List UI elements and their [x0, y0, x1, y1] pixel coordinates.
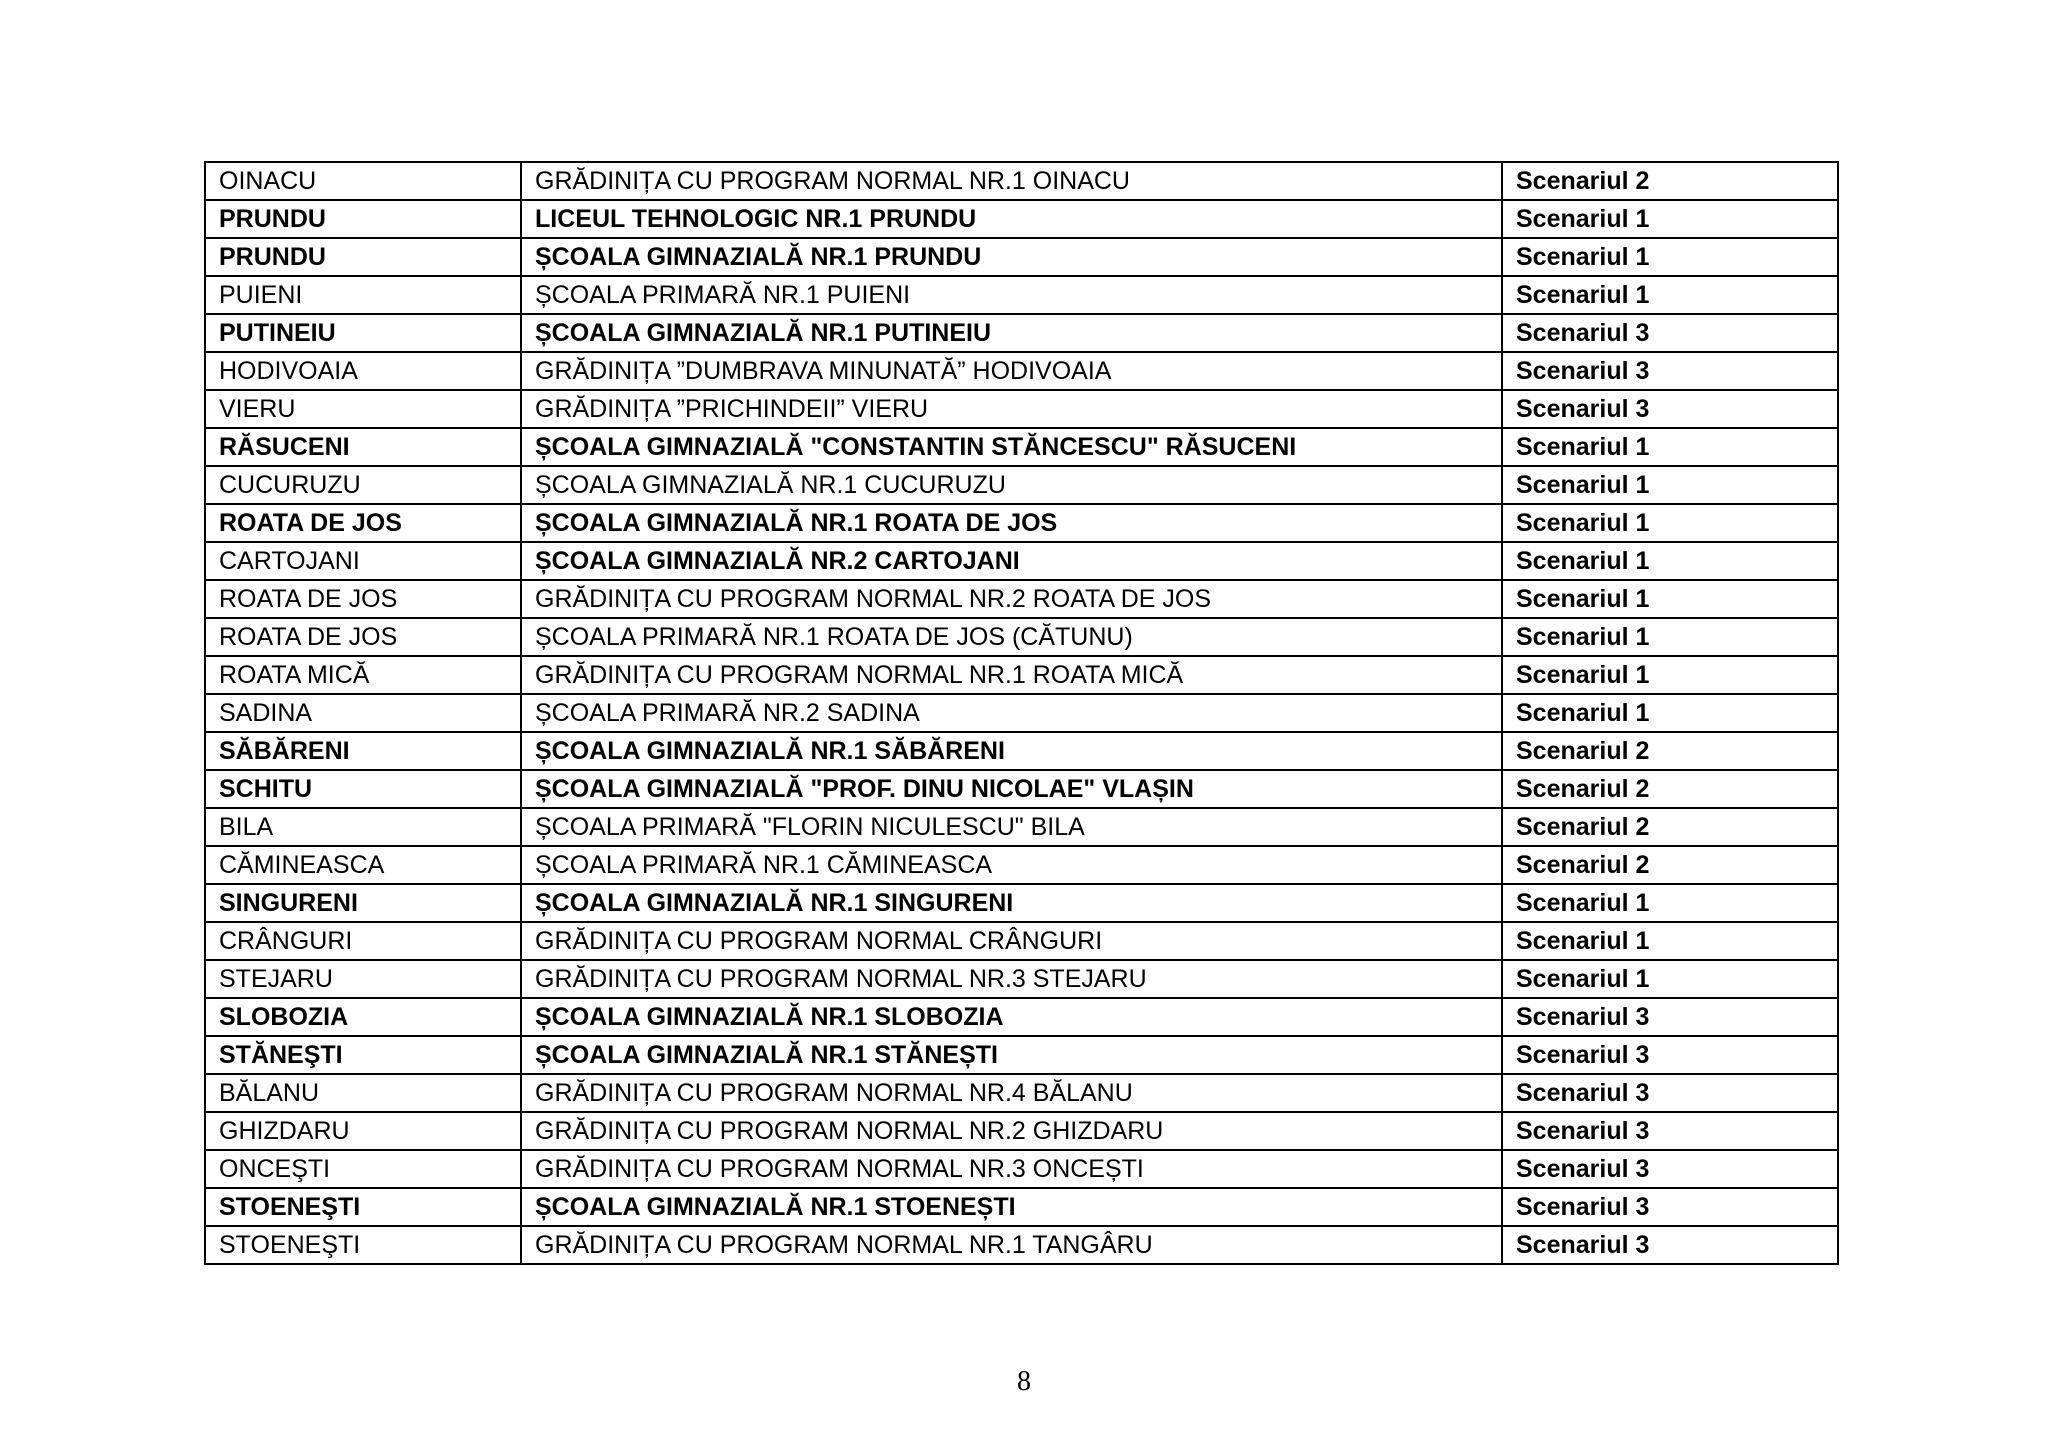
institution-cell: GRĂDINIȚA CU PROGRAM NORMAL NR.1 OINACU — [521, 162, 1502, 200]
table-row — [205, 504, 1838, 542]
institution-cell: ȘCOALA GIMNAZIALĂ "CONSTANTIN STĂNCESCU" RĂSUCENI — [521, 428, 1502, 466]
scenario-cell: Scenariul 1 — [1502, 960, 1838, 998]
table-row — [205, 466, 1838, 504]
institution-cell: ȘCOALA GIMNAZIALĂ NR.1 SLOBOZIA — [521, 998, 1502, 1036]
table-row — [205, 314, 1838, 352]
scenario-cell: Scenariul 1 — [1502, 884, 1838, 922]
table-row — [205, 922, 1838, 960]
table-row — [205, 884, 1838, 922]
institution-cell: GRĂDINIȚA CU PROGRAM NORMAL NR.4 BĂLANU — [521, 1074, 1502, 1112]
scenario-cell: Scenariul 3 — [1502, 1150, 1838, 1188]
table-row — [205, 1074, 1838, 1112]
locality-cell: SCHITU — [205, 770, 521, 808]
scenario-cell: Scenariul 1 — [1502, 466, 1838, 504]
scenario-cell: Scenariul 2 — [1502, 770, 1838, 808]
locality-cell: SINGURENI — [205, 884, 521, 922]
institution-cell: ȘCOALA GIMNAZIALĂ NR.1 PUTINEIU — [521, 314, 1502, 352]
table-row — [205, 200, 1838, 238]
locality-cell: ROATA DE JOS — [205, 504, 521, 542]
scenario-cell: Scenariul 1 — [1502, 542, 1838, 580]
table-row — [205, 732, 1838, 770]
scenario-cell: Scenariul 1 — [1502, 504, 1838, 542]
institution-cell: ȘCOALA PRIMARĂ "FLORIN NICULESCU" BILA — [521, 808, 1502, 846]
locality-cell: HODIVOAIA — [205, 352, 521, 390]
locality-cell: STĂNEŞTI — [205, 1036, 521, 1074]
locality-cell: OINACU — [205, 162, 521, 200]
table-row — [205, 1150, 1838, 1188]
scenario-cell: Scenariul 2 — [1502, 162, 1838, 200]
locality-cell: SADINA — [205, 694, 521, 732]
institution-cell: ȘCOALA GIMNAZIALĂ NR.1 PRUNDU — [521, 238, 1502, 276]
scenario-cell: Scenariul 3 — [1502, 1188, 1838, 1226]
institution-cell: GRĂDINIȚA ”DUMBRAVA MINUNATĂ” HODIVOAIA — [521, 352, 1502, 390]
scenario-cell: Scenariul 2 — [1502, 732, 1838, 770]
locality-cell: CĂMINEASCA — [205, 846, 521, 884]
scenario-cell: Scenariul 3 — [1502, 998, 1838, 1036]
locality-cell: BĂLANU — [205, 1074, 521, 1112]
institution-cell: ȘCOALA PRIMARĂ NR.1 ROATA DE JOS (CĂTUNU) — [521, 618, 1502, 656]
locality-cell: RĂSUCENI — [205, 428, 521, 466]
institution-cell: GRĂDINIȚA CU PROGRAM NORMAL NR.3 STEJARU — [521, 960, 1502, 998]
table-body — [205, 162, 1838, 1264]
table-row — [205, 1036, 1838, 1074]
institution-cell: GRĂDINIȚA CU PROGRAM NORMAL NR.3 ONCEȘTI — [521, 1150, 1502, 1188]
table-row — [205, 390, 1838, 428]
table-row — [205, 960, 1838, 998]
scenario-cell: Scenariul 1 — [1502, 922, 1838, 960]
table-row — [205, 1226, 1838, 1264]
scenario-cell: Scenariul 3 — [1502, 1074, 1838, 1112]
institution-cell: GRĂDINIȚA CU PROGRAM NORMAL NR.2 ROATA DE JOS — [521, 580, 1502, 618]
scenario-cell: Scenariul 1 — [1502, 238, 1838, 276]
institution-cell: ȘCOALA GIMNAZIALĂ "PROF. DINU NICOLAE" VLAȘIN — [521, 770, 1502, 808]
table-row — [205, 808, 1838, 846]
locality-cell: CRÂNGURI — [205, 922, 521, 960]
institution-cell: ȘCOALA GIMNAZIALĂ NR.1 CUCURUZU — [521, 466, 1502, 504]
table-row — [205, 238, 1838, 276]
institution-cell: ȘCOALA GIMNAZIALĂ NR.1 STOENEȘTI — [521, 1188, 1502, 1226]
locality-cell: SLOBOZIA — [205, 998, 521, 1036]
scenario-cell: Scenariul 1 — [1502, 580, 1838, 618]
locality-cell: GHIZDARU — [205, 1112, 521, 1150]
scenario-cell: Scenariul 1 — [1502, 428, 1838, 466]
scenario-cell: Scenariul 3 — [1502, 1036, 1838, 1074]
table-row — [205, 276, 1838, 314]
table-row — [205, 542, 1838, 580]
table-row — [205, 618, 1838, 656]
institution-cell: ȘCOALA PRIMARĂ NR.1 CĂMINEASCA — [521, 846, 1502, 884]
scenario-cell: Scenariul 2 — [1502, 846, 1838, 884]
locality-cell: PUIENI — [205, 276, 521, 314]
institution-cell: GRĂDINIȚA CU PROGRAM NORMAL NR.2 GHIZDARU — [521, 1112, 1502, 1150]
locality-cell: ROATA MICĂ — [205, 656, 521, 694]
institution-cell: GRĂDINIȚA CU PROGRAM NORMAL NR.1 TANGÂRU — [521, 1226, 1502, 1264]
institution-cell: ȘCOALA GIMNAZIALĂ NR.1 SĂBĂRENI — [521, 732, 1502, 770]
table-row — [205, 162, 1838, 200]
scenario-cell: Scenariul 3 — [1502, 1226, 1838, 1264]
scenario-cell: Scenariul 3 — [1502, 352, 1838, 390]
locality-cell: STOENEŞTI — [205, 1188, 521, 1226]
table-row — [205, 428, 1838, 466]
scenario-cell: Scenariul 1 — [1502, 276, 1838, 314]
table-row — [205, 770, 1838, 808]
institution-cell: ȘCOALA GIMNAZIALĂ NR.2 CARTOJANI — [521, 542, 1502, 580]
table-row — [205, 694, 1838, 732]
institution-cell: ȘCOALA GIMNAZIALĂ NR.1 STĂNEȘTI — [521, 1036, 1502, 1074]
locality-cell: CARTOJANI — [205, 542, 521, 580]
table-row — [205, 656, 1838, 694]
scenario-cell: Scenariul 1 — [1502, 694, 1838, 732]
locality-cell: ROATA DE JOS — [205, 618, 521, 656]
locality-cell: SĂBĂRENI — [205, 732, 521, 770]
locality-cell: PRUNDU — [205, 238, 521, 276]
table-row — [205, 352, 1838, 390]
locality-cell: CUCURUZU — [205, 466, 521, 504]
institution-cell: ȘCOALA GIMNAZIALĂ NR.1 ROATA DE JOS — [521, 504, 1502, 542]
table-row — [205, 580, 1838, 618]
table-row — [205, 1112, 1838, 1150]
locality-cell: ONCEŞTI — [205, 1150, 521, 1188]
institution-cell: GRĂDINIȚA CU PROGRAM NORMAL NR.1 ROATA MICĂ — [521, 656, 1502, 694]
table-row — [205, 998, 1838, 1036]
institution-cell: ȘCOALA GIMNAZIALĂ NR.1 SINGURENI — [521, 884, 1502, 922]
scenario-cell: Scenariul 1 — [1502, 656, 1838, 694]
scenario-cell: Scenariul 3 — [1502, 314, 1838, 352]
locality-cell: PRUNDU — [205, 200, 521, 238]
scenario-cell: Scenariul 3 — [1502, 390, 1838, 428]
table-row — [205, 1188, 1838, 1226]
schools-scenario-table — [204, 161, 1839, 1265]
scenario-cell: Scenariul 1 — [1502, 618, 1838, 656]
institution-cell: ȘCOALA PRIMARĂ NR.2 SADINA — [521, 694, 1502, 732]
locality-cell: PUTINEIU — [205, 314, 521, 352]
institution-cell: ȘCOALA PRIMARĂ NR.1 PUIENI — [521, 276, 1502, 314]
institution-cell: LICEUL TEHNOLOGIC NR.1 PRUNDU — [521, 200, 1502, 238]
locality-cell: STOENEŞTI — [205, 1226, 521, 1264]
table-row — [205, 846, 1838, 884]
institution-cell: GRĂDINIȚA ”PRICHINDEII” VIERU — [521, 390, 1502, 428]
institution-cell: GRĂDINIȚA CU PROGRAM NORMAL CRÂNGURI — [521, 922, 1502, 960]
locality-cell: VIERU — [205, 390, 521, 428]
scenario-cell: Scenariul 1 — [1502, 200, 1838, 238]
locality-cell: ROATA DE JOS — [205, 580, 521, 618]
page-number: 8 — [1017, 1366, 1031, 1397]
locality-cell: BILA — [205, 808, 521, 846]
scenario-cell: Scenariul 2 — [1502, 808, 1838, 846]
locality-cell: STEJARU — [205, 960, 521, 998]
scenario-cell: Scenariul 3 — [1502, 1112, 1838, 1150]
